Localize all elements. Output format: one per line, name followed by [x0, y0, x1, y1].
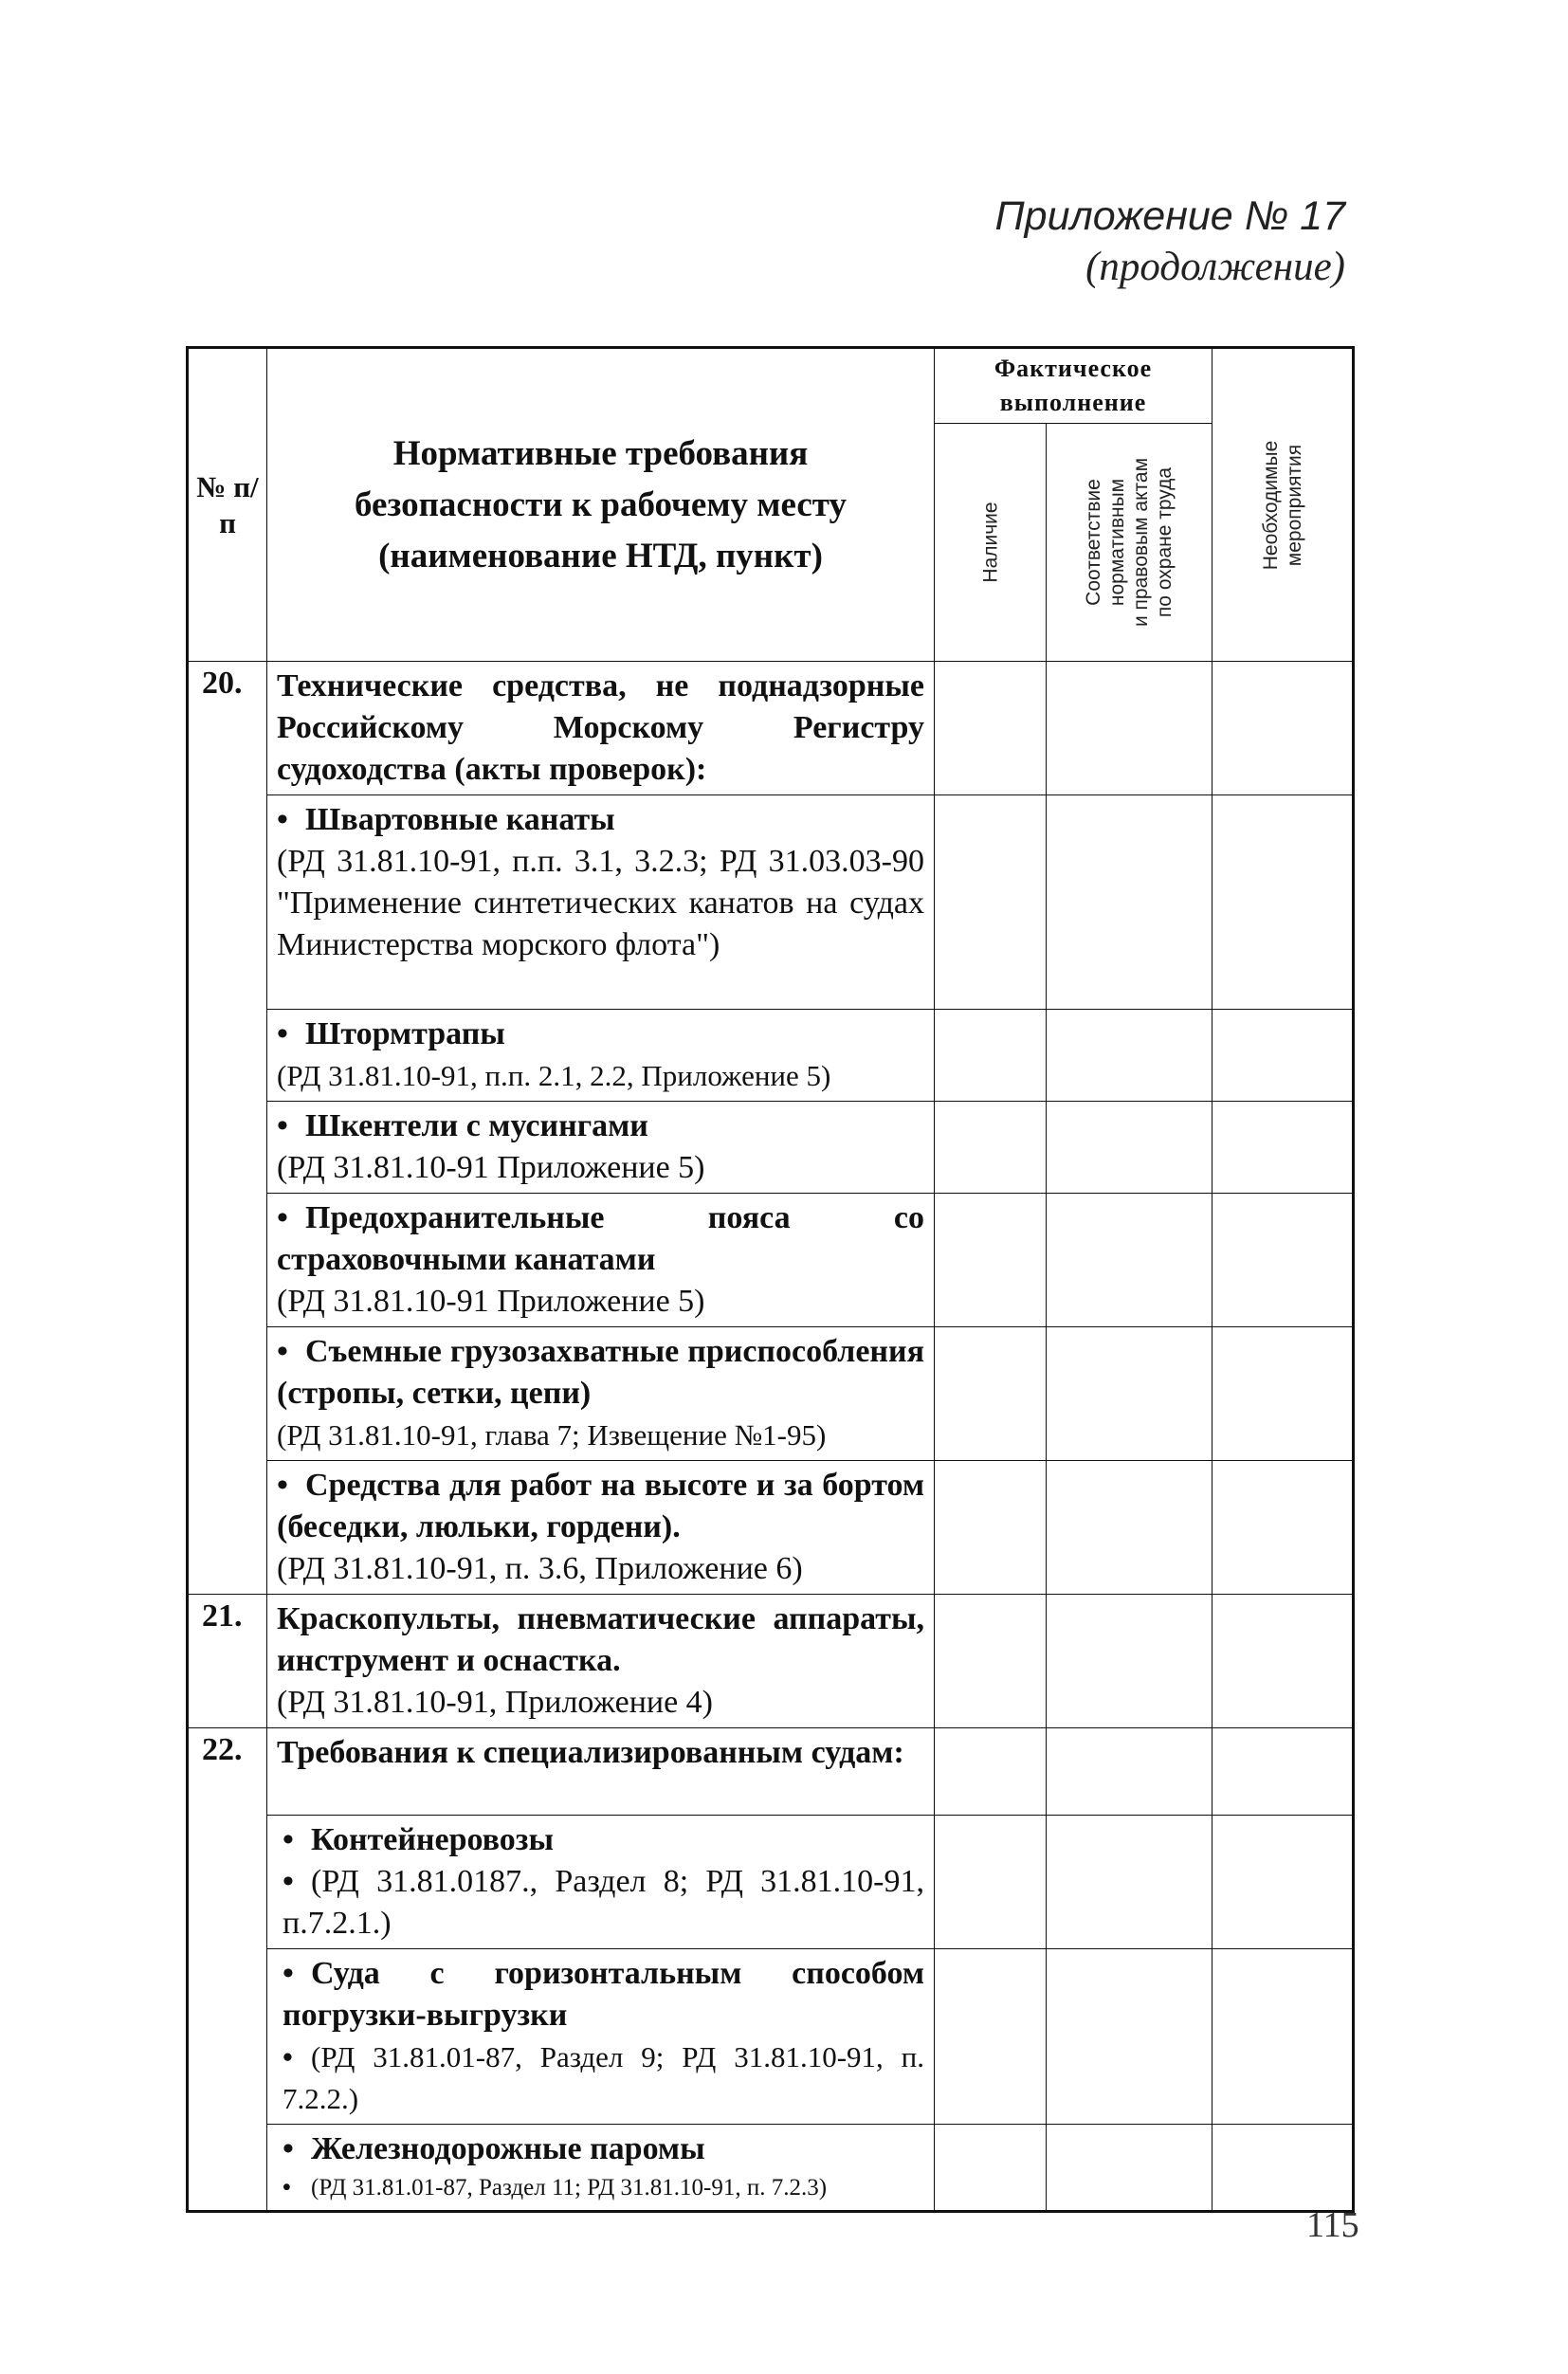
table-row: [188, 1595, 1354, 1728]
measures-cell[interactable]: [1212, 1010, 1354, 1102]
row-reference: (РД 31.81.10-91, Приложение 4): [277, 1685, 713, 1720]
conformity-cell[interactable]: [1047, 795, 1212, 1010]
measures-cell[interactable]: [1212, 1327, 1354, 1461]
measures-cell[interactable]: [1212, 1194, 1354, 1327]
header-measures-line1: Необходимые: [1259, 440, 1282, 570]
measures-cell[interactable]: [1212, 1461, 1354, 1595]
presence-cell[interactable]: [935, 1102, 1047, 1194]
row-reference: (РД 31.81.10-91 Приложение 5): [277, 1150, 705, 1185]
header-conformity-line3: и правовым актам: [1130, 457, 1152, 628]
row-text: [267, 795, 935, 1010]
presence-cell[interactable]: [935, 1728, 1047, 1816]
presence-cell[interactable]: [935, 1461, 1047, 1595]
annex-title: Приложение № 17: [994, 193, 1345, 239]
header-row-1: [188, 348, 1354, 424]
conformity-cell[interactable]: [1047, 1010, 1212, 1102]
row-title: • Швартовные канаты: [277, 799, 924, 841]
row-reference: (РД 31.81.10-91, п.п. 2.1, 2.2, Приложение 5): [277, 1059, 831, 1092]
row-text: [267, 1327, 935, 1461]
conformity-cell[interactable]: [1047, 1102, 1212, 1194]
measures-cell[interactable]: [1212, 1595, 1354, 1728]
presence-cell[interactable]: [935, 662, 1047, 795]
row-text: [267, 1595, 935, 1728]
conformity-cell[interactable]: [1047, 1728, 1212, 1816]
row-reference: (РД 31.81.10-91, п. 3.6, Приложение 6): [277, 1551, 803, 1586]
header-fact-group: [935, 348, 1212, 424]
row-title: • Контейнеровозы: [277, 1819, 924, 1861]
row-text: [267, 1816, 935, 1949]
row-title: • Штормтрапы: [277, 1014, 924, 1055]
row-reference: • (РД 31.81.01-87, Раздел 11; РД 31.81.10-91, п. 7.2.3): [277, 2170, 924, 2206]
header-conformity-line1: Соответствие: [1083, 479, 1104, 606]
conformity-cell[interactable]: [1047, 1949, 1212, 2125]
presence-cell[interactable]: [935, 1194, 1047, 1327]
row-reference: (РД 31.81.10-91, глава 7; Извещение №1-95): [277, 1418, 827, 1452]
table-row: [188, 1728, 1354, 1816]
conformity-cell[interactable]: [1047, 1816, 1212, 1949]
row-title: Технические средства, не поднадзорные Российскому Морскому Регистру судоходства (акты проверок):: [277, 668, 924, 787]
page-number: 115: [1306, 2205, 1359, 2245]
presence-cell[interactable]: [935, 1595, 1047, 1728]
header-conformity-line2: нормативным: [1106, 478, 1128, 607]
header-conformity-line4: по охране труда: [1154, 466, 1176, 618]
row-text: [267, 1728, 935, 1816]
row-text: [267, 662, 935, 795]
row-title: • Шкентели с мусингами: [277, 1105, 924, 1147]
measures-cell[interactable]: [1212, 1949, 1354, 2125]
header-conformity: [1047, 424, 1212, 662]
presence-cell[interactable]: [935, 1010, 1047, 1102]
header-conformity-label: [1082, 458, 1176, 627]
header-req-line1: Нормативные требования: [392, 433, 809, 473]
table-row: [188, 1102, 1354, 1194]
measures-cell[interactable]: [1212, 2125, 1354, 2212]
row-text: [267, 2125, 935, 2212]
table-row: [188, 1327, 1354, 1461]
row-title: Краскопульты, пневматические аппараты, инструмент и оснастка.: [277, 1601, 924, 1678]
presence-cell[interactable]: [935, 1949, 1047, 2125]
header-number-label: № п/п: [196, 469, 259, 539]
row-reference: (РД 31.81.10-91, п.п. 3.1, 3.2.3; РД 31.03.03-90 "Применение синтетических канатов на судах Министерства морского флота"): [277, 844, 924, 962]
header-measures: [1212, 348, 1354, 662]
row-reference: (РД 31.81.10-91 Приложение 5): [277, 1284, 705, 1319]
row-title: • Средства для работ на высоте и за бортом (беседки, люльки, гордени).: [277, 1465, 924, 1548]
row-number: 21.: [188, 1595, 267, 1728]
header-presence-label: Наличие: [979, 502, 1001, 583]
table-row: [188, 1194, 1354, 1327]
row-reference: • (РД 31.81.0187., Раздел 8; РД 31.81.10-91, п.7.2.1.): [277, 1861, 924, 1945]
presence-cell[interactable]: [935, 795, 1047, 1010]
table-row: [188, 2125, 1354, 2212]
row-text: [267, 1949, 935, 2125]
conformity-cell[interactable]: [1047, 1327, 1212, 1461]
annex-subtitle: (продолжение): [1085, 245, 1345, 289]
header-fact-label: Фактическое выполнение: [994, 355, 1153, 416]
presence-cell[interactable]: [935, 2125, 1047, 2212]
row-text: [267, 1194, 935, 1327]
row-number: 22.: [188, 1728, 267, 2212]
conformity-cell[interactable]: [1047, 2125, 1212, 2212]
header-measures-line2: мероприятия: [1283, 444, 1305, 566]
table-row: [188, 1949, 1354, 2125]
row-title: • Предохранительные пояса со страховочными канатами: [277, 1197, 924, 1281]
row-title: Требования к специализированным судам:: [277, 1735, 904, 1770]
row-title: • Железнодорожные паромы: [277, 2128, 924, 2170]
conformity-cell[interactable]: [1047, 662, 1212, 795]
header-number: [188, 348, 267, 662]
table-row: [188, 662, 1354, 795]
row-number: 20.: [188, 662, 267, 1595]
header-requirements: [267, 348, 935, 662]
presence-cell[interactable]: [935, 1327, 1047, 1461]
header-req-line3: (наименование НТД, пункт): [378, 536, 823, 575]
presence-cell[interactable]: [935, 1816, 1047, 1949]
table-row: [188, 1816, 1354, 1949]
row-title: • Суда с горизонтальным способом погрузки-выгрузки: [277, 1953, 924, 2036]
table-row: [188, 1010, 1354, 1102]
row-text: [267, 1461, 935, 1595]
table-row: [188, 1461, 1354, 1595]
row-title: • Съемные грузозахватные приспособления (стропы, сетки, цепи): [277, 1331, 924, 1415]
conformity-cell[interactable]: [1047, 1461, 1212, 1595]
row-text: [267, 1102, 935, 1194]
annex-heading: [995, 190, 1346, 292]
measures-cell[interactable]: [1212, 1816, 1354, 1949]
row-reference: • (РД 31.81.01-87, Раздел 9; РД 31.81.10-91, п. 7.2.2.): [277, 2036, 924, 2120]
header-measures-label: [1259, 440, 1306, 570]
conformity-cell[interactable]: [1047, 1194, 1212, 1327]
row-text: [267, 1010, 935, 1102]
header-req-line2: безопасности к рабочему месту: [355, 484, 847, 524]
requirements-table: [186, 346, 1355, 2213]
measures-cell[interactable]: [1212, 1102, 1354, 1194]
header-presence: [935, 424, 1047, 662]
measures-cell[interactable]: [1212, 662, 1354, 795]
table-row: [188, 795, 1354, 1010]
measures-cell[interactable]: [1212, 1728, 1354, 1816]
conformity-cell[interactable]: [1047, 1595, 1212, 1728]
measures-cell[interactable]: [1212, 795, 1354, 1010]
